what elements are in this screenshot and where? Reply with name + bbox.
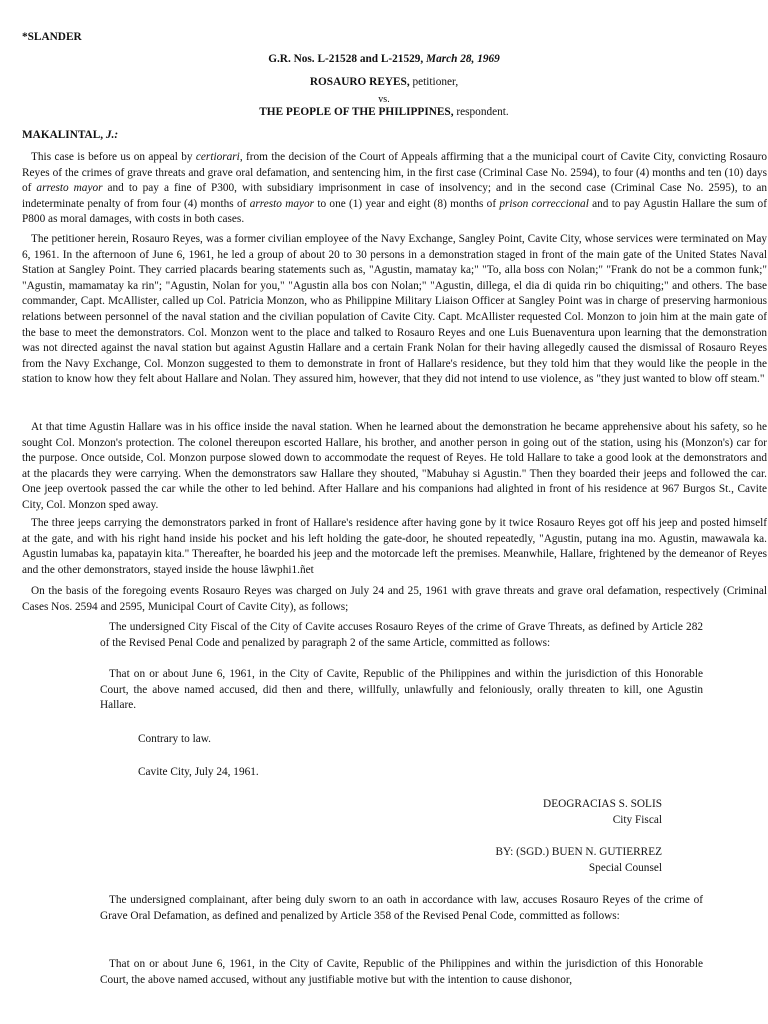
- paragraph: The three jeeps carrying the demonstrators parked in front of Hallare's residence after having gone by it twice Rosauro Reyes got off his jeep and posted himself at the gate, and with his right hand inside his pocket and his left holding the gate-door, he shouted repeatedly, "Agustin, putang ina mo. Agustin, mawawala ka. Agustin lumabas ka, papatayin kita." Thereafter, he boarded his jeep and the motorcade left the premises. Meanwhile, Hallare, frightened by the demeanor of Reyes and the other demonstrators, stayed inside the house lâwphi1.ñet: [22, 517, 767, 576]
- respondent-name: THE PEOPLE OF THE PHILIPPINES,: [259, 106, 454, 118]
- ponente: MAKALINTAL, J.:: [22, 129, 119, 141]
- paragraph: This case is before us on appeal by certiorari, from the decision of the Court of Appeals affirming that a the municipal court of Cavite City, convicting Rosauro Reyes of the crimes of grave threats and grave oral defamation, and sentencing him, in the first case (Criminal Case No. 2594), to four (4) months and ten (10) days of arresto mayor and to pay a fine of P300, with subsidiary imprisonment in case of insolvency; and in the second case (Criminal Case No. 2595), to an indeterminate penalty of from four (4) months of arresto mayor to one (1) year and eight (8) months of prison correccional and to pay Agustin Hallare the sum of P800 as moral damages, with costs in both cases.: [22, 151, 767, 226]
- case-citation: G.R. Nos. L-21528 and L-21529, March 28, 1969: [268, 53, 500, 65]
- signatory-title: City Fiscal: [612, 813, 662, 826]
- signatory-name: BY: (SGD.) BUEN N. GUTIERREZ: [495, 846, 662, 858]
- information-paragraph: That on or about June 6, 1961, in the City of Cavite, Republic of the Philippines and within the jurisdiction of this Honorable Court, the above named accused, without any justifiable motive but with the intention to cause dishonor,: [100, 958, 703, 986]
- signatory-block: [420, 797, 662, 828]
- signatory-name: DEOGRACIAS S. SOLIS: [543, 798, 662, 810]
- respondent-line: THE PEOPLE OF THE PHILIPPINES, respondent.: [259, 106, 509, 118]
- paragraph: The petitioner herein, Rosauro Reyes, was a former civilian employee of the Navy Exchange, Sangley Point, Cavite City, whose services were terminated on May 6, 1961. In the afternoon of June 6, 1961, he led a group of about 20 to 30 persons in a demonstration staged in front of the main gate of the United States Naval Station at Sangley Point. They carried placards bearing statements such as, "Agustin, mamatay ka;" "To, alla boss con Nolan;" "Frank do not be a common funk;" "Agustin, mamamatay ka rin"; "Agustin, Nolan for you," "Agustin alla bos con Nolan;" "Agustin, dillega, el dia di quida rin bo chiquiting;" and others. The base commander, Capt. McAllister, called up Col. Patricia Monzon, who as Philippine Military Liaison Officer at Sangley Point was in charge of preserving harmonious relations between personnel of the naval station and the civilian population of Cavite City. Capt. McAllister requested Col. Monzon to join him at the main gate of the base to meet the demonstrators. Col. Monzon went to the place and talked to Rosauro Reyes and one Luis Buenaventura upon learning that the demonstration was not directed against the naval station but against Agustin Hallare and a certain Frank Nolan for their having allegedly caused the dismissal of Rosauro Reyes from the Navy Exchange, Col. Monzon suggested to them to demonstrate in front of Hallare's residence, but they told him that they would like the people in the station to know how they felt about Hallare and Nolan. They assured him, however, that they did not intend to use violence, as "they just wanted to blow off steam.": [22, 233, 767, 386]
- information-paragraph: The undersigned City Fiscal of the City of Cavite accuses Rosauro Reyes of the crime of Grave Threats, as defined by Article 282 of the Revised Penal Code and penalized by paragraph 2 of the same Article, committed as follows:: [100, 621, 703, 649]
- information-paragraph: The undersigned complainant, after being duly sworn to an oath in accordance with law, accuses Rosauro Reyes of the crime of Grave Oral Defamation, as defined and penalized by Article 358 of the Revised Penal Code, committed as follows:: [100, 894, 703, 922]
- information-paragraph: That on or about June 6, 1961, in the City of Cavite, Republic of the Philippines and within the jurisdiction of this Honorable Court, the above named accused, did then and there, willfully, unlawfully and feloniously, orally threaten to kill, one Agustin Hallare.: [100, 668, 703, 712]
- document-category: *SLANDER: [22, 31, 82, 43]
- information-line: Contrary to law.: [138, 733, 211, 745]
- signatory-title: Special Counsel: [588, 861, 662, 874]
- petitioner-name: ROSAURO REYES,: [309, 76, 410, 88]
- versus: vs.: [378, 94, 390, 105]
- information-date: Cavite City, July 24, 1961.: [138, 766, 259, 778]
- petitioner-line: ROSAURO REYES, petitioner,: [309, 76, 459, 88]
- paragraph: At that time Agustin Hallare was in his office inside the naval station. When he learned about the demonstration he became apprehensive about his safety, so he sought Col. Monzon's protection. The colonel thereupon escorted Hallare, his brother, and another person in going out of the station, using his (Monzon's) car for the purpose. Once outside, Col. Monzon purpose slowed down to accommodate the request of Reyes. He told Hallare to take a good look at the demonstrators and at the placards they were carrying. When the demonstrators saw Hallare they shouted, "Mabuhay si Agustin." Then they boarded their jeeps and followed the car. One jeep overtook passed the car while the other to led behind. After Hallare and his companions had alighted in front of his residence at 967 Burgos St., Cavite City, Col. Monzon sped away.: [22, 421, 767, 511]
- paragraph: On the basis of the foregoing events Rosauro Reyes was charged on July 24 and 25, 1961 with grave threats and grave oral defamation, respectively (Criminal Cases Nos. 2594 and 2595, Municipal Court of Cavite City), as follows;: [22, 585, 767, 613]
- signatory-block: [420, 845, 662, 876]
